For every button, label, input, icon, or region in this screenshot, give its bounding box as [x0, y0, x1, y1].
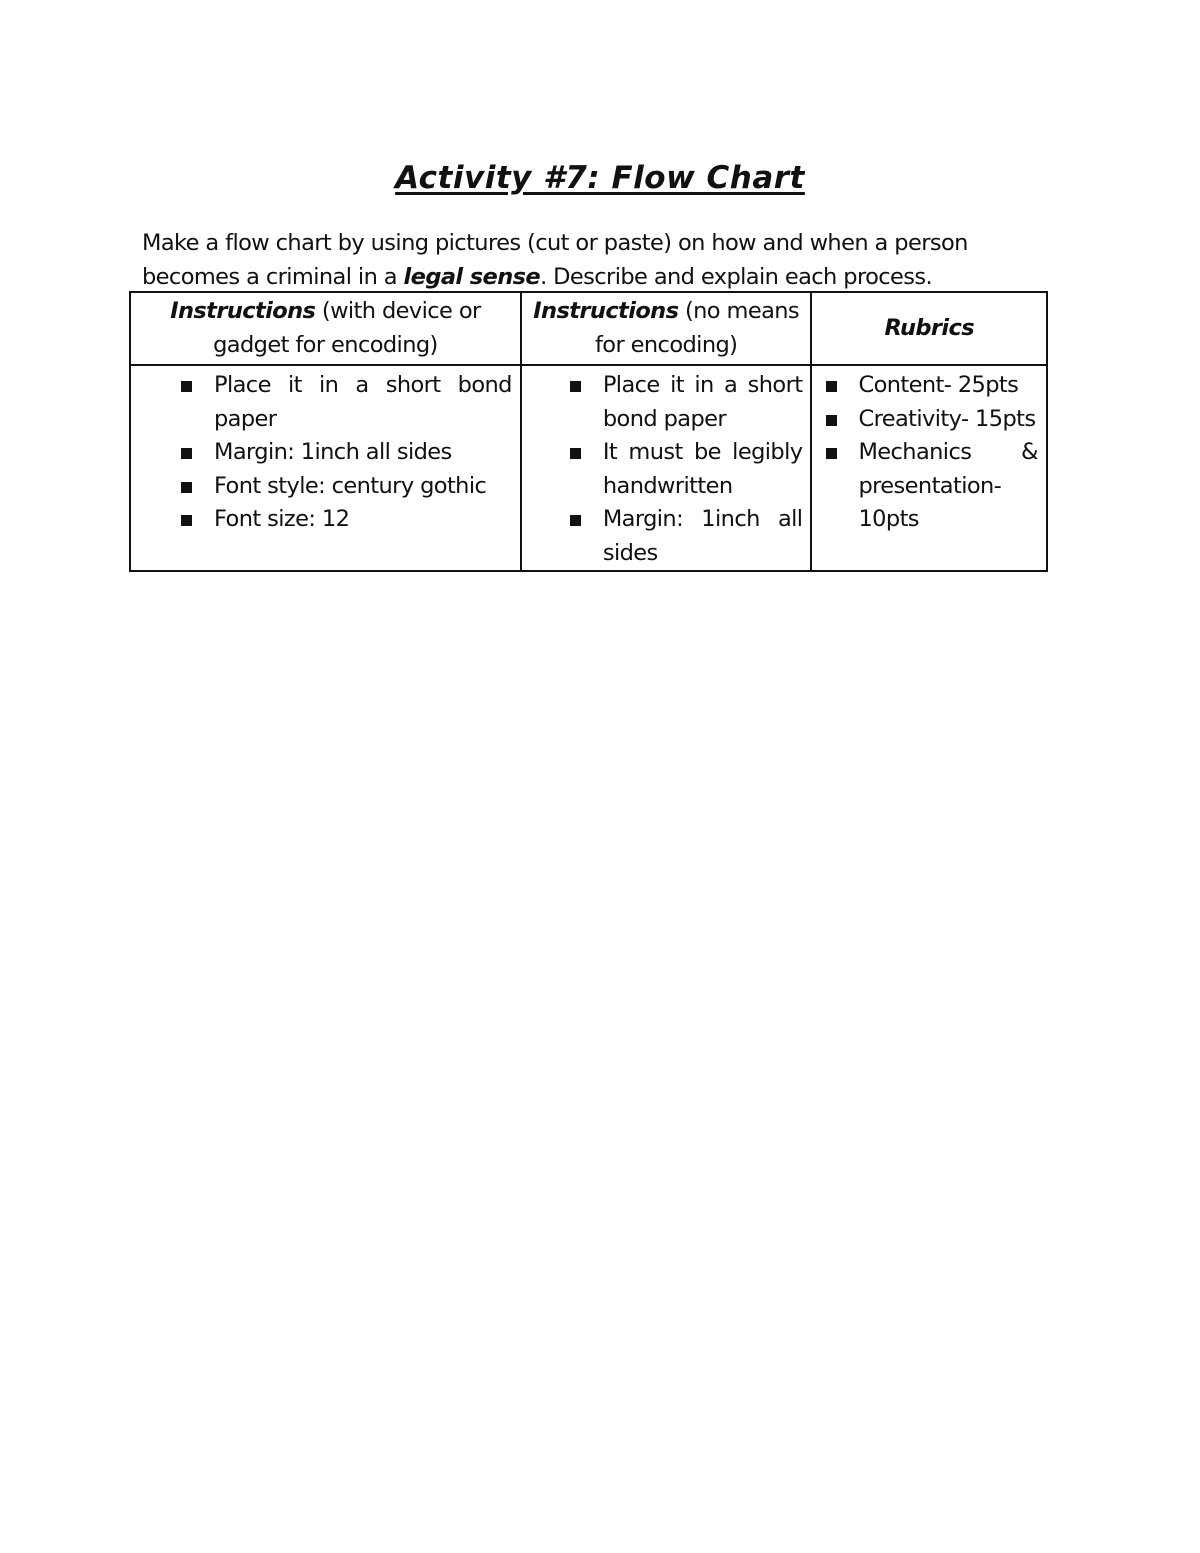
list-item-text: Place it in a short bond paper — [214, 372, 512, 432]
header-bold: Instructions — [170, 298, 316, 324]
list-item — [812, 369, 1038, 403]
square-bullet-icon — [181, 482, 192, 493]
list-item-text: Content- 25pts — [858, 372, 1019, 398]
header-cell-no-device — [521, 292, 812, 365]
list-item — [812, 403, 1038, 437]
square-bullet-icon — [181, 381, 192, 392]
list-item — [522, 369, 803, 436]
list-item — [522, 503, 803, 570]
requirements-table — [129, 291, 1048, 572]
square-bullet-icon — [181, 515, 192, 526]
list-item-text: Mechanics & presentation- 10pts — [858, 439, 1038, 532]
square-bullet-icon — [826, 381, 837, 392]
bullet-list — [131, 366, 520, 537]
intro-text: Make a flow chart by using pictures (cut or paste) on how and when a person becomes a criminal in a — [142, 230, 968, 290]
list-item-text: Place it in a short bond paper — [602, 372, 803, 432]
cell-rubrics — [811, 365, 1047, 571]
list-item — [522, 436, 803, 503]
cell-with-device-instructions — [130, 365, 521, 571]
table-header-row — [130, 292, 1047, 365]
list-item — [131, 369, 512, 436]
square-bullet-icon — [826, 415, 837, 426]
header-rest: (no means for encoding) — [594, 298, 800, 358]
header-bold: Rubrics — [884, 314, 975, 341]
intro-text-end: . Describe and explain each process. — [540, 264, 933, 290]
page-title: Activity #7: Flow Chart — [395, 160, 805, 196]
square-bullet-icon — [570, 448, 581, 459]
list-item-text: Font style: century gothic — [214, 472, 487, 499]
square-bullet-icon — [826, 448, 837, 459]
square-bullet-icon — [570, 381, 581, 392]
list-item-text: It must be legibly handwritten — [602, 439, 803, 499]
list-item — [131, 436, 512, 470]
list-item-text: Margin: 1inch all sides — [214, 439, 452, 465]
square-bullet-icon — [181, 448, 192, 459]
header-cell-rubrics — [811, 292, 1047, 365]
list-item — [812, 436, 1038, 537]
header-rest: (with device or gadget for encoding) — [213, 298, 481, 358]
list-item — [131, 503, 512, 537]
square-bullet-icon — [570, 515, 581, 526]
list-item-text: Creativity- 15pts — [858, 405, 1036, 432]
list-item-text: Margin: 1inch all sides — [602, 506, 803, 566]
header-cell-with-device — [130, 292, 521, 365]
bullet-list — [522, 366, 811, 570]
bullet-list — [812, 366, 1046, 537]
header-bold: Instructions — [533, 298, 679, 324]
instructions-paragraph — [142, 226, 1067, 294]
cell-no-device-instructions — [521, 365, 812, 571]
table-body-row — [130, 365, 1047, 571]
list-item-text: Font size: 12 — [214, 506, 350, 532]
list-item — [131, 470, 512, 504]
intro-emphasis: legal sense — [403, 264, 541, 290]
